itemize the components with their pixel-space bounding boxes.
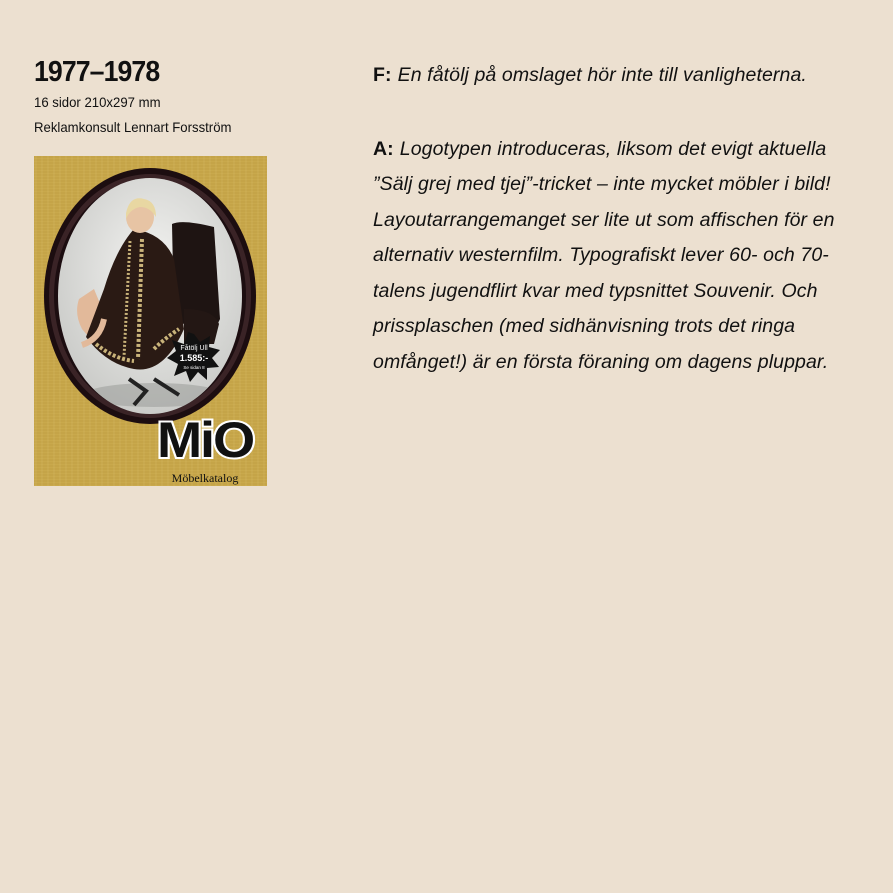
catalog-cover-image xyxy=(34,156,267,486)
comment-a-text: Logotypen introduceras, liksom det evigt aktuella ”Sälj grej med tjej”-tricket – inte mycket möbler i bild! Layoutarrangemanget ser lite ut som affischen för en alternativ westernfilm. Typografiskt lever 60- och 70-talens jugendflirt kvar med typsnittet Souvenir. Och prissplaschen (med sidhänvisning trots det ringa omfånget!) är en första föraning om dagens pluppar. xyxy=(373,137,835,373)
year-title: 1977–1978 xyxy=(34,56,160,88)
comment-f-text: En fåtölj på omslaget hör inte till vanligheterna. xyxy=(397,64,807,86)
comment-f xyxy=(373,58,853,94)
svg-text:Se sidan 8: Se sidan 8 xyxy=(183,365,205,370)
comment-a-label: A: xyxy=(373,137,394,160)
entry-info xyxy=(34,54,334,140)
pages-format: 16 sidor 210x297 mm xyxy=(34,94,161,110)
svg-text:MiO: MiO xyxy=(157,412,254,468)
commentary xyxy=(373,58,853,418)
mio-logo xyxy=(157,412,253,468)
comment-a xyxy=(373,132,853,381)
cover-illustration xyxy=(34,156,267,486)
agency-credit: Reklamkonsult Lennart Forsström xyxy=(34,119,232,135)
cover-subtitle: Möbelkatalog xyxy=(171,471,239,485)
svg-text:1.585:-: 1.585:- xyxy=(179,353,209,363)
comment-f-label: F: xyxy=(373,64,392,86)
svg-text:Fåtölj Ull: Fåtölj Ull xyxy=(180,345,208,352)
